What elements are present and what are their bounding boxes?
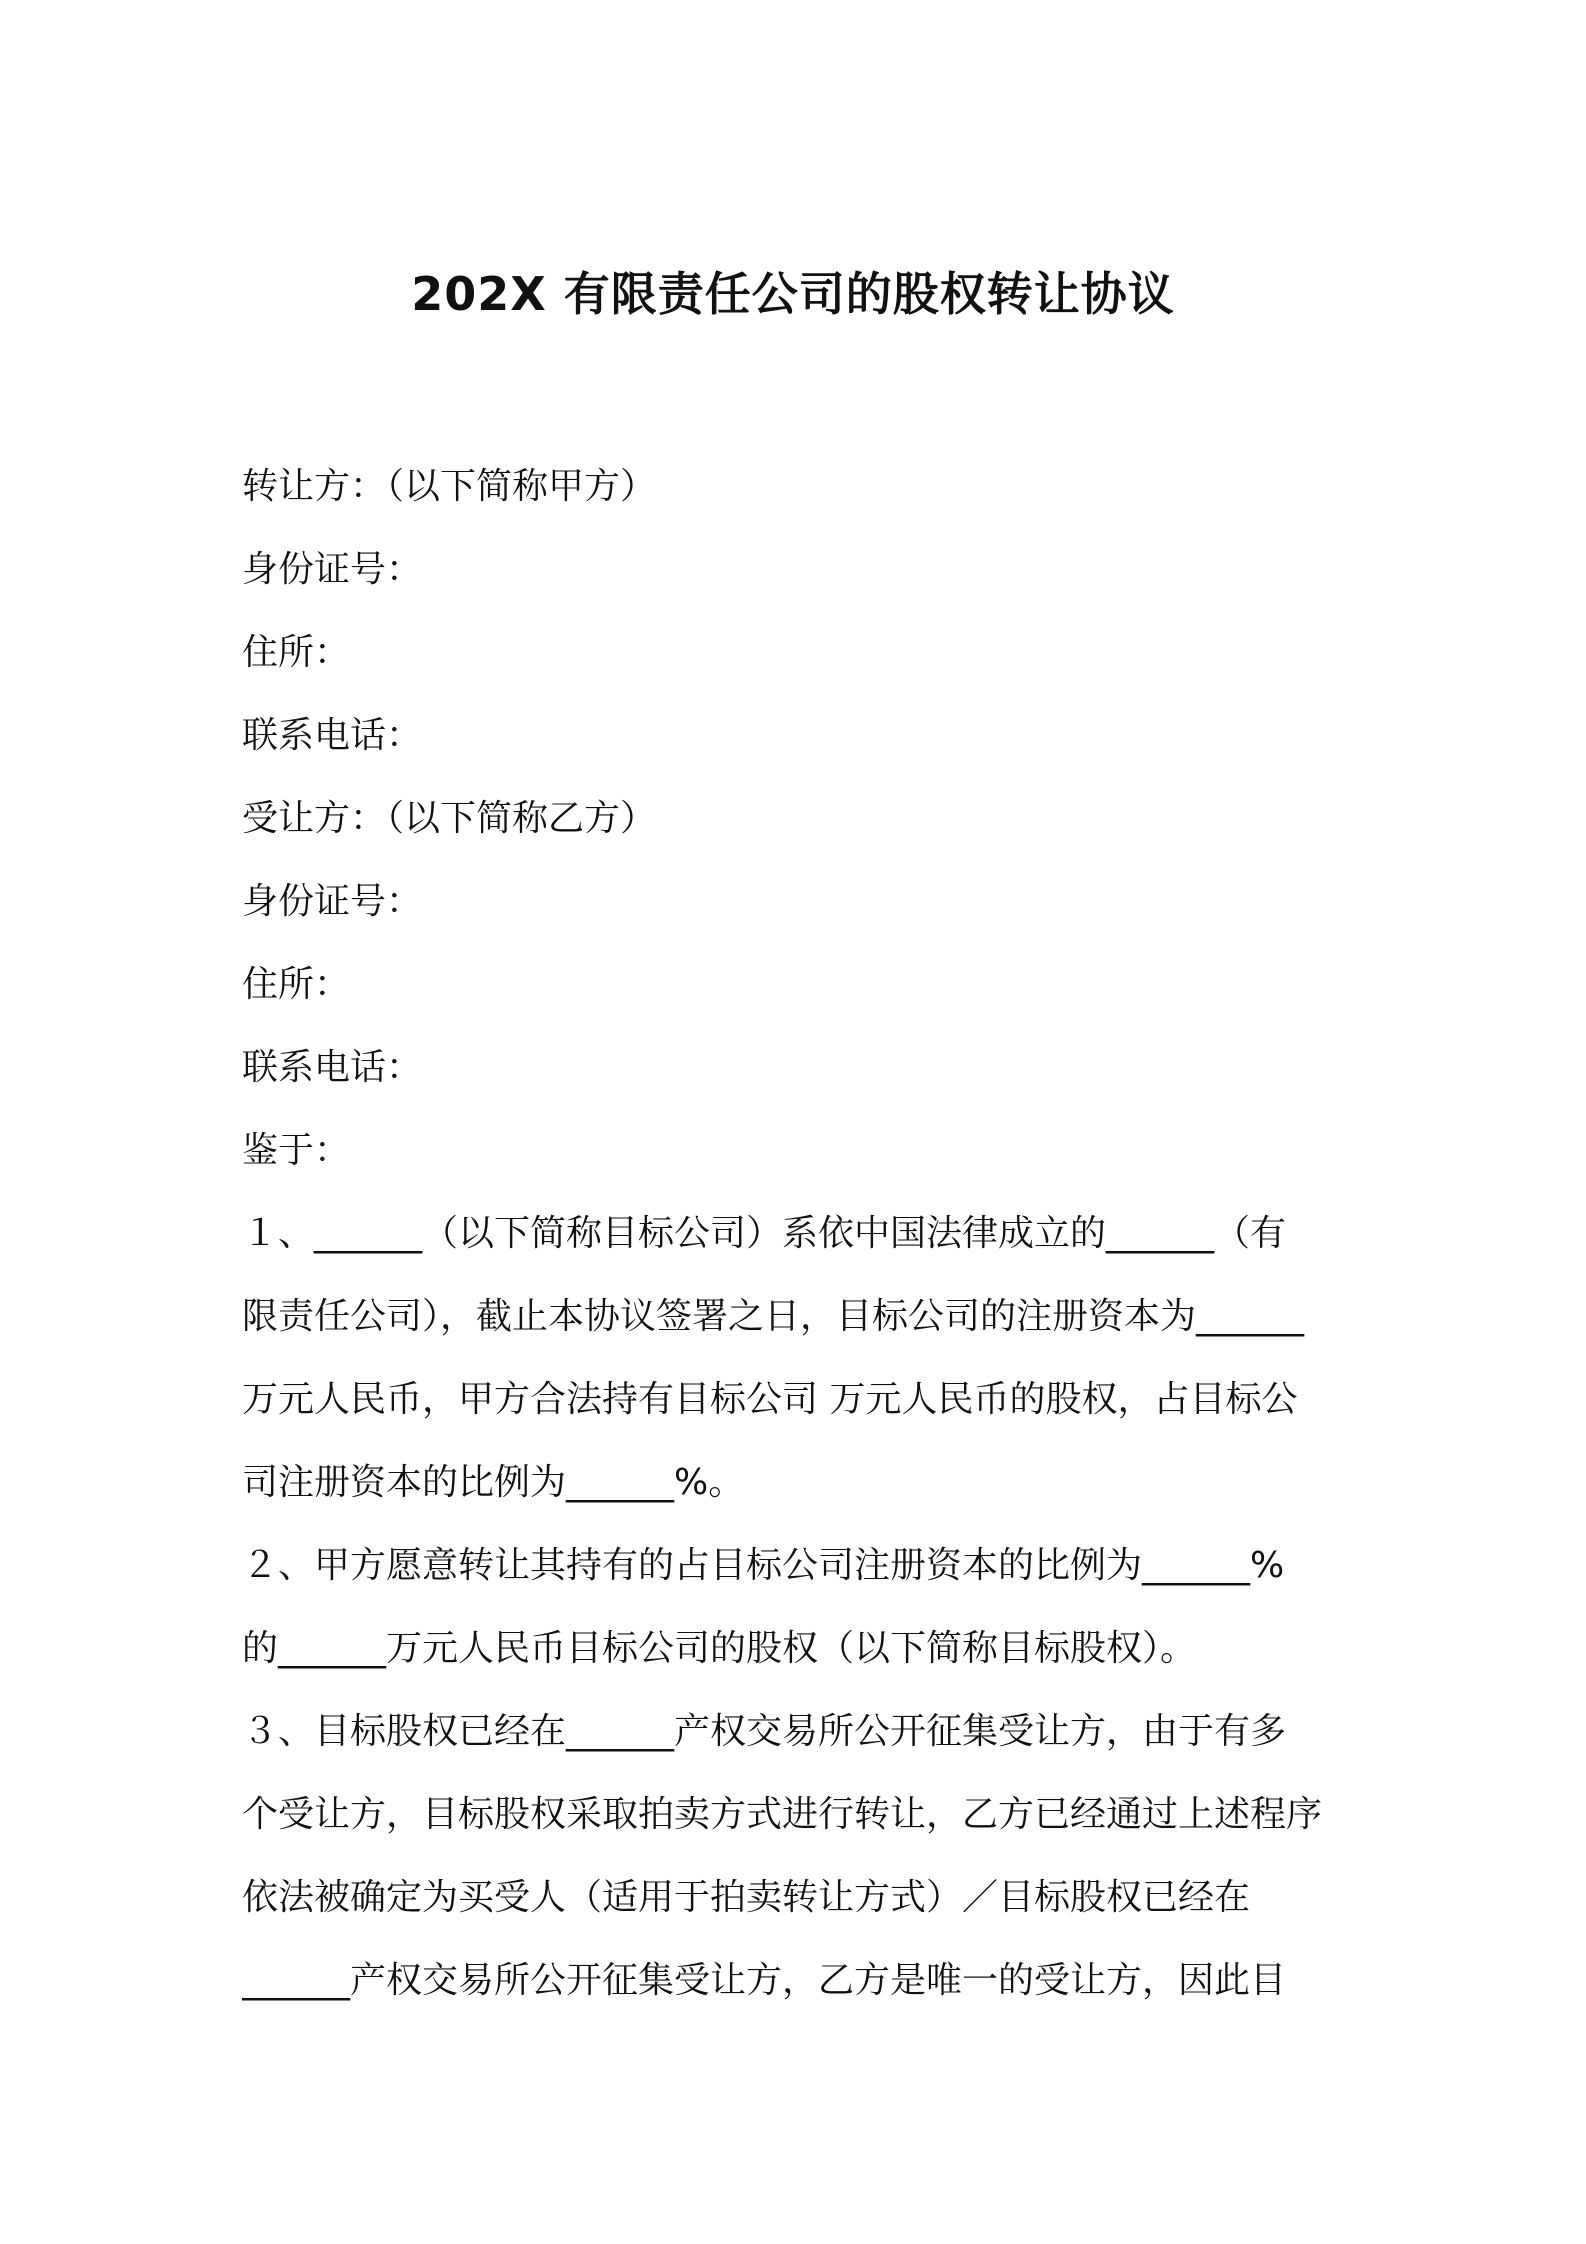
document-title: 202X 有限责任公司的股权转让协议 xyxy=(411,267,1175,321)
clause-line: 万元人民币，甲方合法持有目标公司 万元人民币的股权，占目标公 xyxy=(242,1379,1298,1420)
transferee-id-number: 身份证号： xyxy=(242,881,423,922)
clause-line: ______产权交易所公开征集受让方，乙方是唯一的受让方，因此目 xyxy=(242,1960,1287,2001)
clause-line: ２、甲方愿意转让其持有的占目标公司注册资本的比例为______% xyxy=(242,1545,1285,1586)
clause-line: 司注册资本的比例为______%。 xyxy=(242,1462,745,1503)
transferee-label: 受让方：（以下简称乙方） xyxy=(242,798,657,839)
transferor-label: 转让方：（以下简称甲方） xyxy=(242,466,657,507)
clause-line: 限责任公司），截止本协议签署之日，目标公司的注册资本为______ xyxy=(242,1296,1305,1337)
transferor-id-number: 身份证号： xyxy=(242,549,423,590)
transferee-phone: 联系电话： xyxy=(242,1047,423,1088)
clause-3 xyxy=(242,1690,1352,2022)
clause-2 xyxy=(242,1524,1352,1690)
clause-line: １、______（以下简称目标公司）系依中国法律成立的______（有 xyxy=(242,1213,1287,1254)
transferor-phone: 联系电话： xyxy=(242,715,423,756)
transferee-address: 住所： xyxy=(242,964,351,1005)
clause-line: 个受让方，目标股权采取拍卖方式进行转让，乙方已经通过上述程序 xyxy=(242,1794,1323,1835)
document-body xyxy=(242,445,1352,2022)
clause-1 xyxy=(242,1192,1352,1524)
transferor-address: 住所： xyxy=(242,632,351,673)
whereas-label: 鉴于： xyxy=(242,1130,351,1171)
clause-line: 的______万元人民币目标公司的股权（以下简称目标股权）。 xyxy=(242,1628,1197,1669)
clause-line: 依法被确定为买受人（适用于拍卖转让方式）／目标股权已经在 xyxy=(242,1877,1251,1918)
clause-line: ３、目标股权已经在______产权交易所公开征集受让方，由于有多 xyxy=(242,1711,1287,1752)
